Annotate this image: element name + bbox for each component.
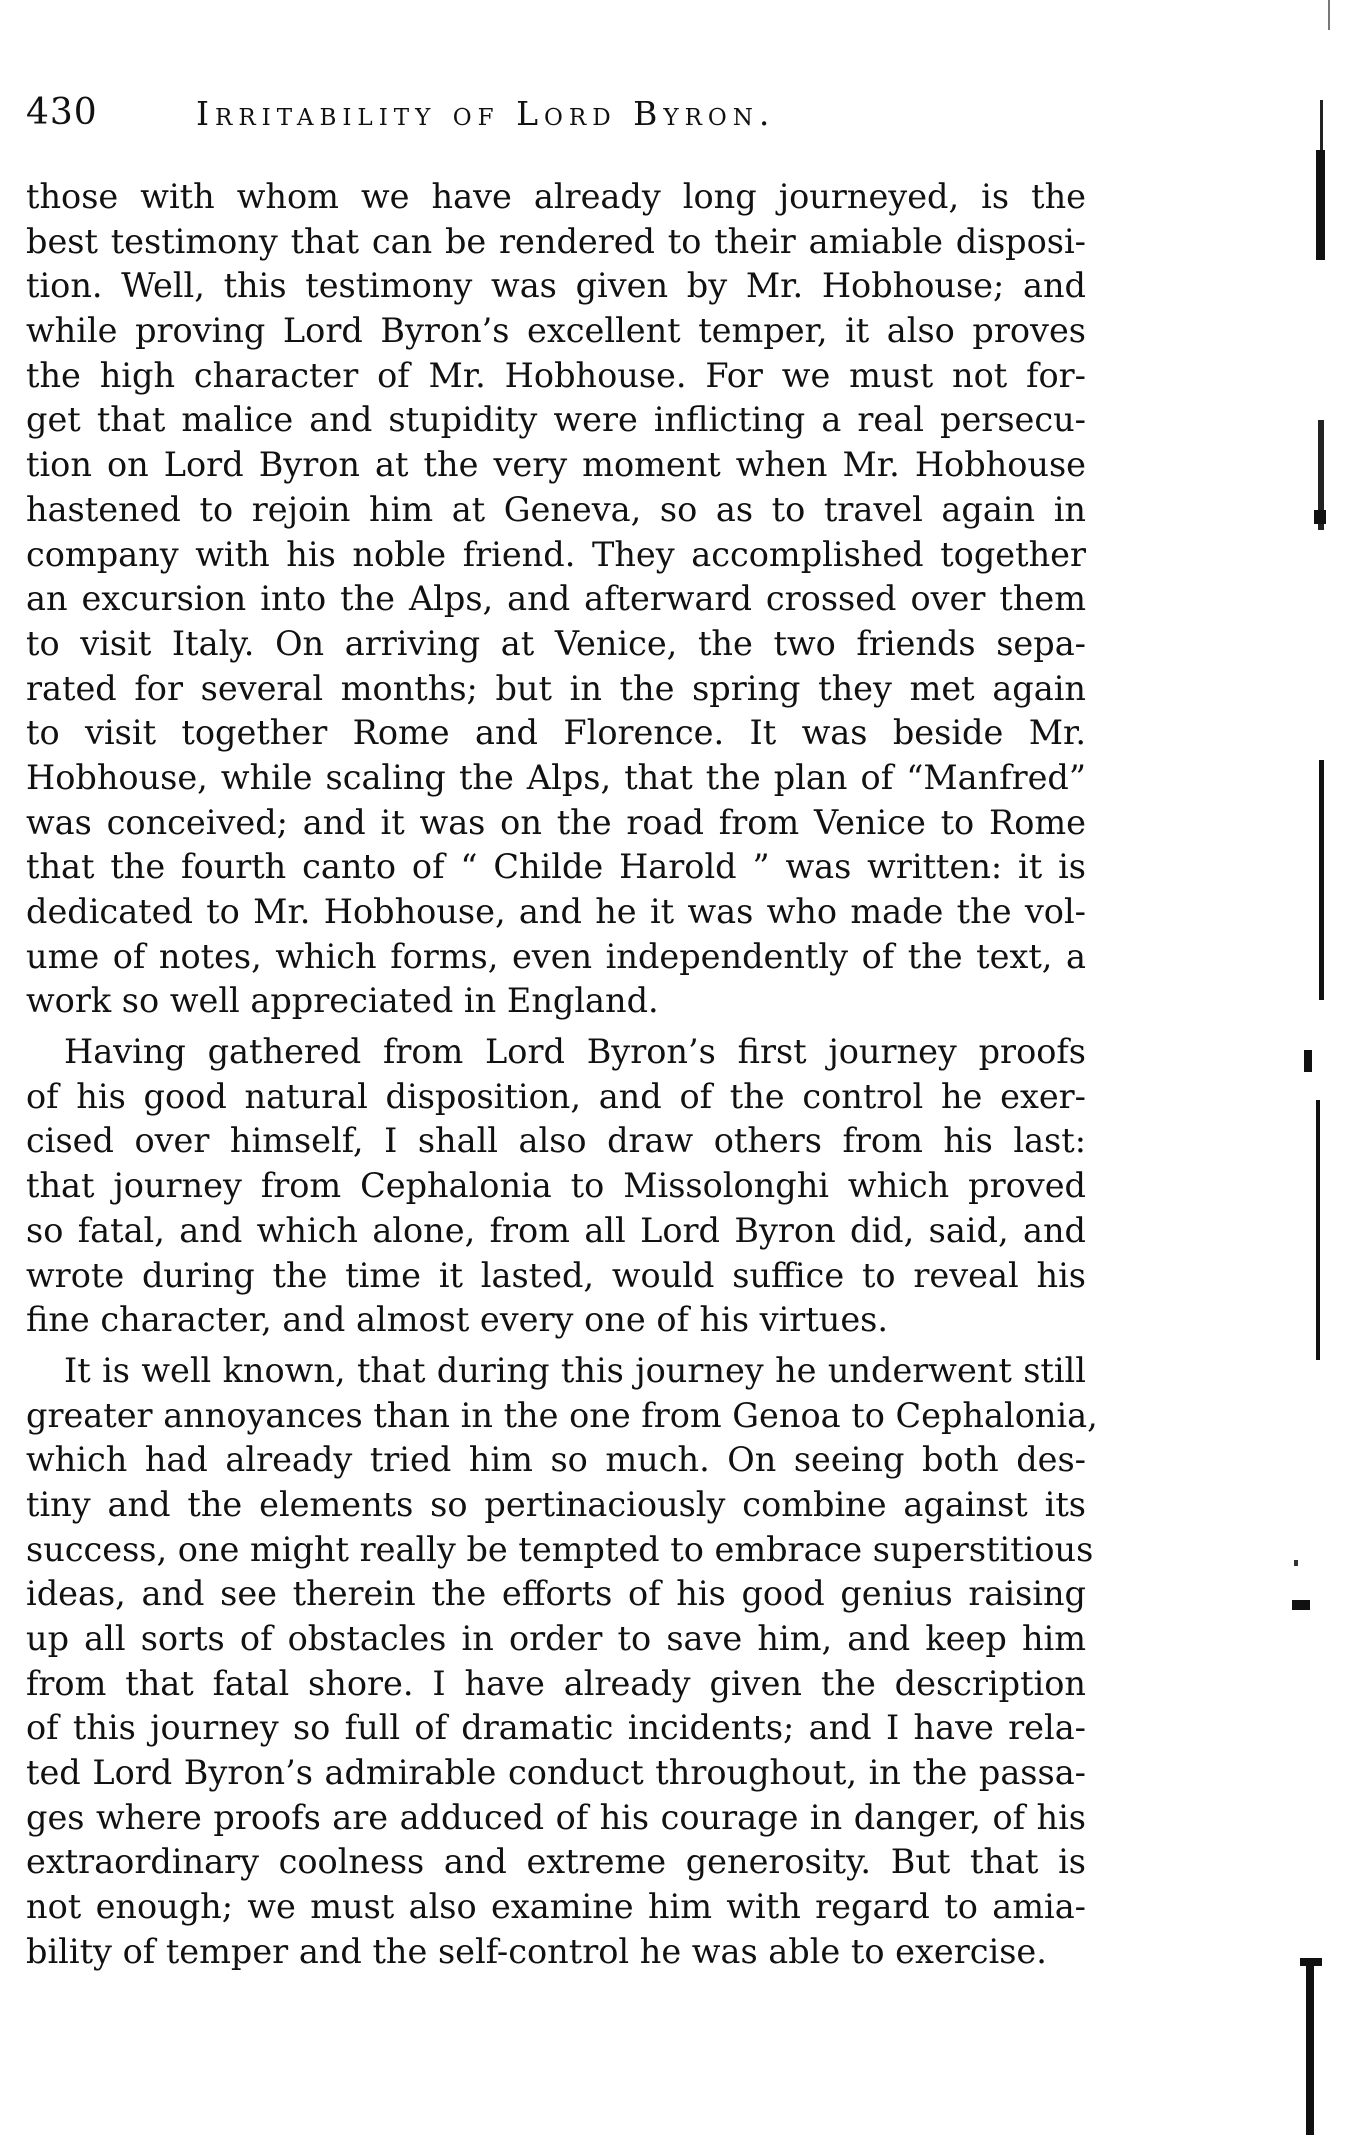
text-line: ted Lord Byron’s admirable conduct throughout, in the passa- bbox=[26, 1753, 1086, 1793]
text-line: It is well known, that during this journey he underwent still bbox=[64, 1350, 1086, 1390]
text-line: ges where proofs are adduced of his courage in danger, of his bbox=[26, 1797, 1086, 1837]
paragraph-1 bbox=[26, 175, 1086, 1024]
binding-edge-marks bbox=[1290, 0, 1352, 2135]
text-line: while proving Lord Byron’s excellent temper, it also proves bbox=[26, 311, 1086, 351]
text-line: not enough; we must also examine him with regard to amia- bbox=[26, 1887, 1086, 1927]
text-line: dedicated to Mr. Hobhouse, and he it was who made the vol- bbox=[26, 892, 1086, 931]
scan-mark bbox=[1319, 760, 1324, 1000]
text-line: get that malice and stupidity were inflicting a real persecu- bbox=[26, 400, 1086, 440]
scan-mark bbox=[1328, 0, 1330, 30]
text-line: that the fourth canto of “ Childe Harold ” was written: it is bbox=[26, 847, 1086, 887]
text-line: best testimony that can be rendered to their amiable disposi- bbox=[26, 221, 1086, 261]
text-line: those with whom we have already long journeyed, is the bbox=[26, 177, 1086, 216]
scan-mark bbox=[1314, 510, 1326, 524]
text-line: ume of notes, which forms, even independently of the text, a bbox=[26, 936, 1086, 976]
running-title: Irritability of Lord Byron. bbox=[196, 94, 776, 133]
text-line: rated for several months; but in the spring they met again bbox=[26, 668, 1086, 708]
text-line: tiny and the elements so pertinaciously combine against its bbox=[26, 1484, 1086, 1524]
text-line: company with his noble friend. They accomplished together bbox=[26, 534, 1086, 574]
page-number: 430 bbox=[26, 92, 98, 133]
text-line: ideas, and see therein the efforts of his good genius raising bbox=[26, 1574, 1086, 1614]
text-line: so fatal, and which alone, from all Lord Byron did, said, and bbox=[26, 1210, 1086, 1250]
text-line: fine character, and almost every one of his virtues. bbox=[26, 1300, 889, 1340]
text-line: cised over himself, I shall also draw others from his last: bbox=[26, 1121, 1086, 1161]
text-line: was conceived; and it was on the road from Venice to Rome bbox=[26, 802, 1086, 842]
text-line: of this journey so full of dramatic incidents; and I have rela- bbox=[26, 1708, 1086, 1748]
text-line: success, one might really be tempted to embrace superstitious bbox=[26, 1529, 1094, 1569]
scan-mark bbox=[1292, 1600, 1310, 1610]
text-line: tion on Lord Byron at the very moment when Mr. Hobhouse bbox=[26, 445, 1086, 485]
text-line: Hobhouse, while scaling the Alps, that the plan of “Manfred” bbox=[26, 757, 1086, 797]
text-line: work so well appreciated in England. bbox=[26, 981, 659, 1021]
text-line: up all sorts of obstacles in order to save him, and keep him bbox=[26, 1619, 1086, 1658]
scan-mark bbox=[1316, 150, 1325, 260]
text-line: from that fatal shore. I have already given the description bbox=[26, 1663, 1086, 1703]
scan-mark bbox=[1316, 1100, 1320, 1360]
text-line: bility of temper and the self-control he was able to exercise. bbox=[26, 1931, 1047, 1971]
text-line: that journey from Cephalonia to Missolonghi which proved bbox=[26, 1166, 1086, 1206]
text-line: which had already tried him so much. On seeing both des- bbox=[26, 1440, 1086, 1480]
scan-mark bbox=[1294, 1560, 1298, 1566]
text-line: hastened to rejoin him at Geneva, so as to travel again in bbox=[26, 489, 1086, 529]
page-header bbox=[26, 92, 1086, 142]
text-line: tion. Well, this testimony was given by Mr. Hobhouse; and bbox=[26, 266, 1086, 306]
text-line: the high character of Mr. Hobhouse. For we must not for- bbox=[26, 355, 1086, 395]
text-line: extraordinary coolness and extreme generosity. But that is bbox=[26, 1842, 1086, 1882]
body-text bbox=[26, 175, 1098, 1975]
paragraph-2 bbox=[26, 1030, 1086, 1343]
text-line: greater annoyances than in the one from Genoa to Cephalonia, bbox=[26, 1395, 1098, 1435]
text-line: Having gathered from Lord Byron’s first journey proofs bbox=[64, 1032, 1086, 1072]
scan-mark bbox=[1300, 1958, 1322, 1966]
paragraph-3 bbox=[26, 1349, 1098, 1975]
text-line: an excursion into the Alps, and afterward crossed over them bbox=[26, 579, 1086, 619]
text-line: wrote during the time it lasted, would suffice to reveal his bbox=[26, 1255, 1086, 1295]
scan-mark bbox=[1306, 1960, 1314, 2135]
text-line: of his good natural disposition, and of the control he exer- bbox=[26, 1076, 1086, 1116]
text-line: to visit together Rome and Florence. It was beside Mr. bbox=[26, 713, 1086, 753]
scan-mark bbox=[1304, 1050, 1312, 1072]
text-line: to visit Italy. On arriving at Venice, the two friends sepa- bbox=[26, 623, 1086, 663]
